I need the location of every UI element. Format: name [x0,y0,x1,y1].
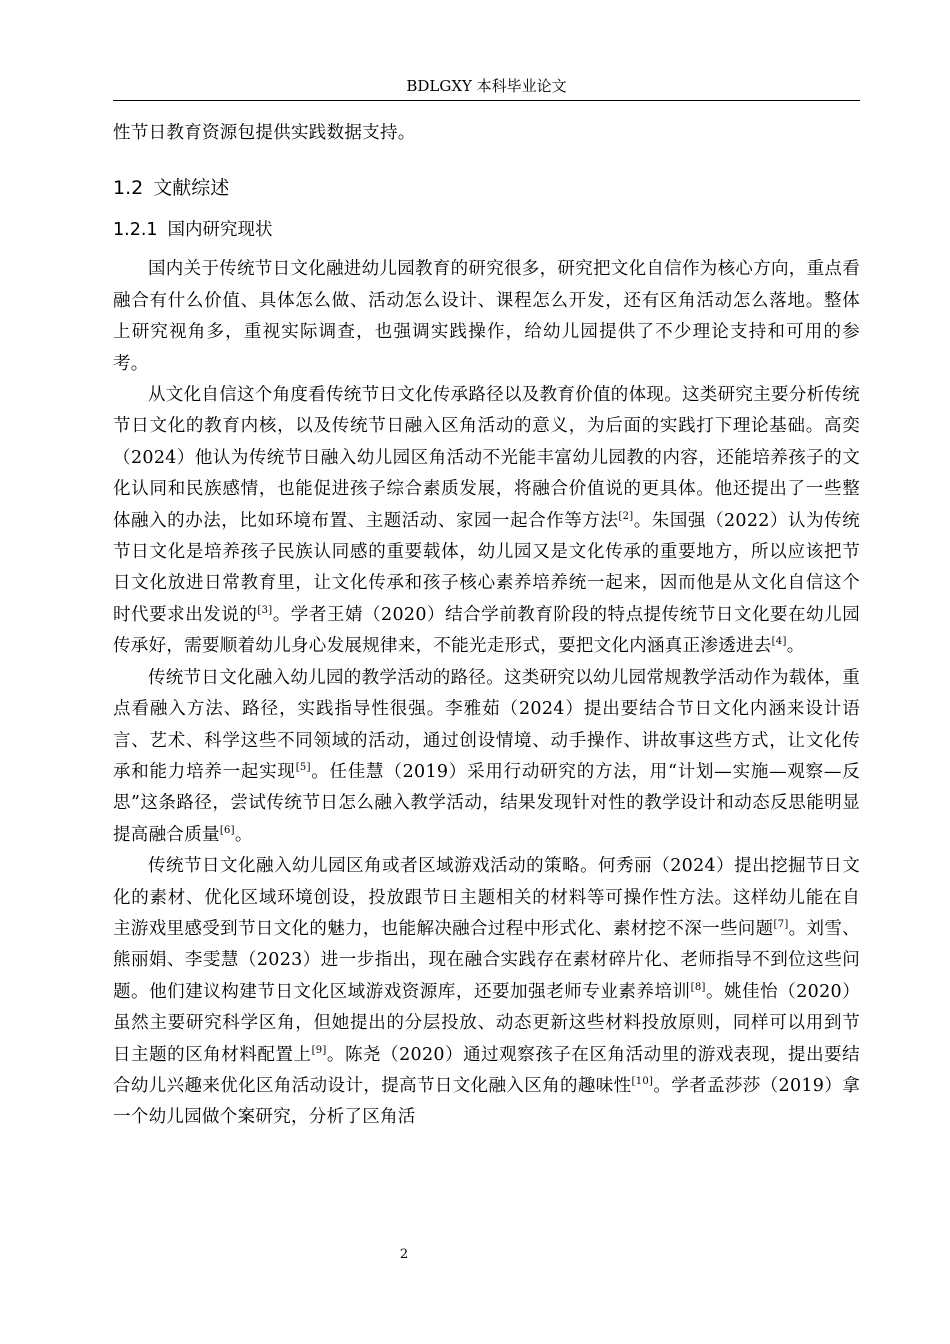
paragraph-continuation: 性节日教育资源包提供实践数据支持。 [113,123,416,143]
citation-ref: [2] [618,510,634,522]
paragraph-area-strategy [113,851,860,1134]
subsection-heading [113,216,860,244]
paragraph-cultural-confidence [113,380,860,663]
citation-ref: [4] [771,636,787,648]
paragraph-text: 。学者王婧（2020）结合学前教育阶段的特点提传统节日文化要在幼儿园传承好，需要顺着幼儿身心发展规律来，不能光走形式，要把文化内涵真正渗透进去 [113,604,860,657]
paragraph-text: 。 [786,636,805,657]
citation-ref: [9] [311,1044,327,1056]
header-rule [113,100,860,101]
citation-ref: [6] [219,824,235,836]
page-number: 2 [399,1247,409,1262]
paragraph-text: 。刘雪、熊丽娟、李雯慧（2023）进一步指出，现在融合实践存在素材碎片化、老师指导不到位这些问题。他们建议构建节日文化区域游戏资源库，还要加强老师专业素养培训 [113,918,860,1002]
section-title: 文献综述 [153,177,230,200]
paragraph-overview: 国内关于传统节日文化融进幼儿园教育的研究很多，研究把文化自信作为核心方向，重点看融合有什么价值、具体怎么做、活动怎么设计、课程怎么开发，还有区角活动怎么落地。整体上研究视角多，重视实际调查，也强调实践操作，给幼儿园提供了不少理论支持和可用的参考。 [113,259,860,374]
citation-ref: [8] [690,981,706,993]
paragraph-text: 传统节日文化融入幼儿园的教学活动的路径。这类研究以幼儿园常规教学活动作为载体，重点看融入方法、路径，实践指导性很强。李雅茹（2024）提出要结合节日文化内涵来设计语言、艺术、科学这些不同领域的活动，通过创设情境、动手操作、讲故事这些方式，让文化传承和能力培养一起实现 [113,667,860,782]
citation-ref: [7] [773,918,789,930]
paragraph-text: 。姚佳怡（2020）虽然主要研究科学区角，但她提出的分层投放、动态更新这些材料投放原则，同样可以用到节日主题的区角材料配置上 [113,981,860,1065]
paragraph-text: 传统节日文化融入幼儿园区角或者区域游戏活动的策略。何秀丽（2024）提出挖掘节日文化的素材、优化区域环境创设，投放跟节日主题相关的材料等可操作性方法。这样幼儿能在自主游戏里感受到节日文化的魅力，也能解决融合过程中形式化、素材挖不深一些问题 [113,856,860,939]
paragraph-text: 。学者孟莎莎（2019）拿一个幼儿园做个案研究，分析了区角活 [113,1075,861,1128]
section-number: 1.2 [113,177,144,200]
document-body [113,118,860,1134]
paragraph-text: 。朱国强（2022）认为传统节日文化是培养孩子民族认同感的重要载体，幼儿园又是文化传承的重要地方，所以应该把节日文化放进日常教育里，让文化传承和孩子核心素养培养统一起来，因而他是从文化自信这个时代要求出发说的 [113,510,860,625]
citation-ref: [3] [257,604,273,616]
subsection-title: 国内研究现状 [167,220,273,241]
citation-ref: [10] [631,1075,654,1087]
running-header: BDLGXY 本科毕业论文 [406,77,567,95]
paragraph-text: 从文化自信这个角度看传统节日文化传承路径以及教育价值的体现。这类研究主要分析传统节日文化的教育内核，以及传统节日融入区角活动的意义，为后面的实践打下理论基础。高奕（2024）他认为传统节日融入幼儿园区角活动不光能丰富幼儿园教的内容，还能培养孩子的文化认同和民族感情，也能促进孩子综合素质发展，将融合价值说的更具体。他还提出了一些整体融入的办法，比如环境布置、主题活动、家园一起合作等方法 [113,385,860,531]
section-heading [113,173,860,203]
paragraph-teaching-path [113,663,860,851]
paragraph-text: 。 [234,824,253,845]
paragraph-text: 。陈尧（2020）通过观察孩子在区角活动里的游戏表现，提出要结合幼儿兴趣来优化区角活动设计，提高节日文化融入区角的趣味性 [113,1044,860,1096]
citation-ref: [5] [295,761,311,773]
paragraph-text: 。任佳慧（2019）采用行动研究的方法，用“计划—实施—观察—反思”这条路径，尝试传统节日怎么融入教学活动，结果发现针对性的教学设计和动态反思能明显提高融合质量 [113,761,860,845]
subsection-number: 1.2.1 [113,220,158,241]
